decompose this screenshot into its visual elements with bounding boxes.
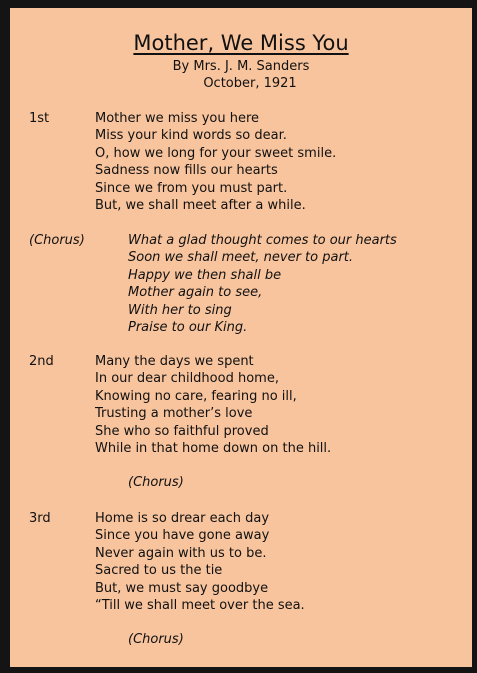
verse-line: Home is so drear each day bbox=[95, 511, 270, 526]
chorus-line: Praise to our King. bbox=[128, 319, 248, 335]
poem-date: October, 1921 bbox=[203, 76, 297, 91]
verse-line: She who so faithful proved bbox=[95, 423, 269, 439]
poem-author: By Mrs. J. M. Sanders bbox=[172, 59, 310, 74]
poem-sheet bbox=[10, 8, 472, 667]
verse-line: But, we must say goodbye bbox=[95, 580, 269, 596]
chorus-label: (Chorus) bbox=[29, 233, 85, 248]
verse-line: Since you have gone away bbox=[95, 528, 270, 544]
chorus-reference: (Chorus) bbox=[128, 475, 184, 490]
verse-1-label: 1st bbox=[29, 111, 50, 126]
verse-2-label: 2nd bbox=[29, 354, 54, 369]
verse-line: In our dear childhood home, bbox=[95, 371, 279, 387]
verse-line: Since we from you must part. bbox=[95, 180, 288, 196]
verse-line: But, we shall meet after a while. bbox=[95, 197, 306, 213]
chorus-line: What a glad thought comes to our hearts bbox=[128, 233, 397, 248]
verse-line: Sacred to us the tie bbox=[95, 563, 223, 579]
chorus-line: Soon we shall meet, never to part. bbox=[128, 250, 354, 266]
chorus-line: Mother again to see, bbox=[128, 285, 263, 301]
verse-3 bbox=[95, 510, 305, 614]
verse-line: O, how we long for your sweet smile. bbox=[95, 145, 337, 161]
verse-line: Miss your kind words so dear. bbox=[95, 128, 287, 144]
chorus bbox=[128, 232, 397, 336]
chorus-reference: (Chorus) bbox=[128, 632, 184, 647]
verse-line: Sadness now fills our hearts bbox=[95, 163, 278, 179]
verse-line: Never again with us to be. bbox=[95, 545, 267, 561]
poem-title: Mother, We Miss You bbox=[133, 31, 349, 55]
verse-line: While in that home down on the hill. bbox=[95, 440, 332, 456]
verse-line: Many the days we spent bbox=[95, 354, 254, 369]
verse-2 bbox=[95, 353, 331, 457]
chorus-line: Happy we then shall be bbox=[128, 267, 282, 283]
verse-1 bbox=[95, 110, 336, 214]
chorus-line: With her to sing bbox=[128, 302, 232, 318]
verse-3-label: 3rd bbox=[29, 511, 51, 526]
verse-line: “Till we shall meet over the sea. bbox=[95, 597, 305, 613]
verse-line: Trusting a mother’s love bbox=[95, 406, 253, 422]
verse-line: Knowing no care, fearing no ill, bbox=[95, 388, 297, 404]
verse-line: Mother we miss you here bbox=[95, 111, 260, 126]
